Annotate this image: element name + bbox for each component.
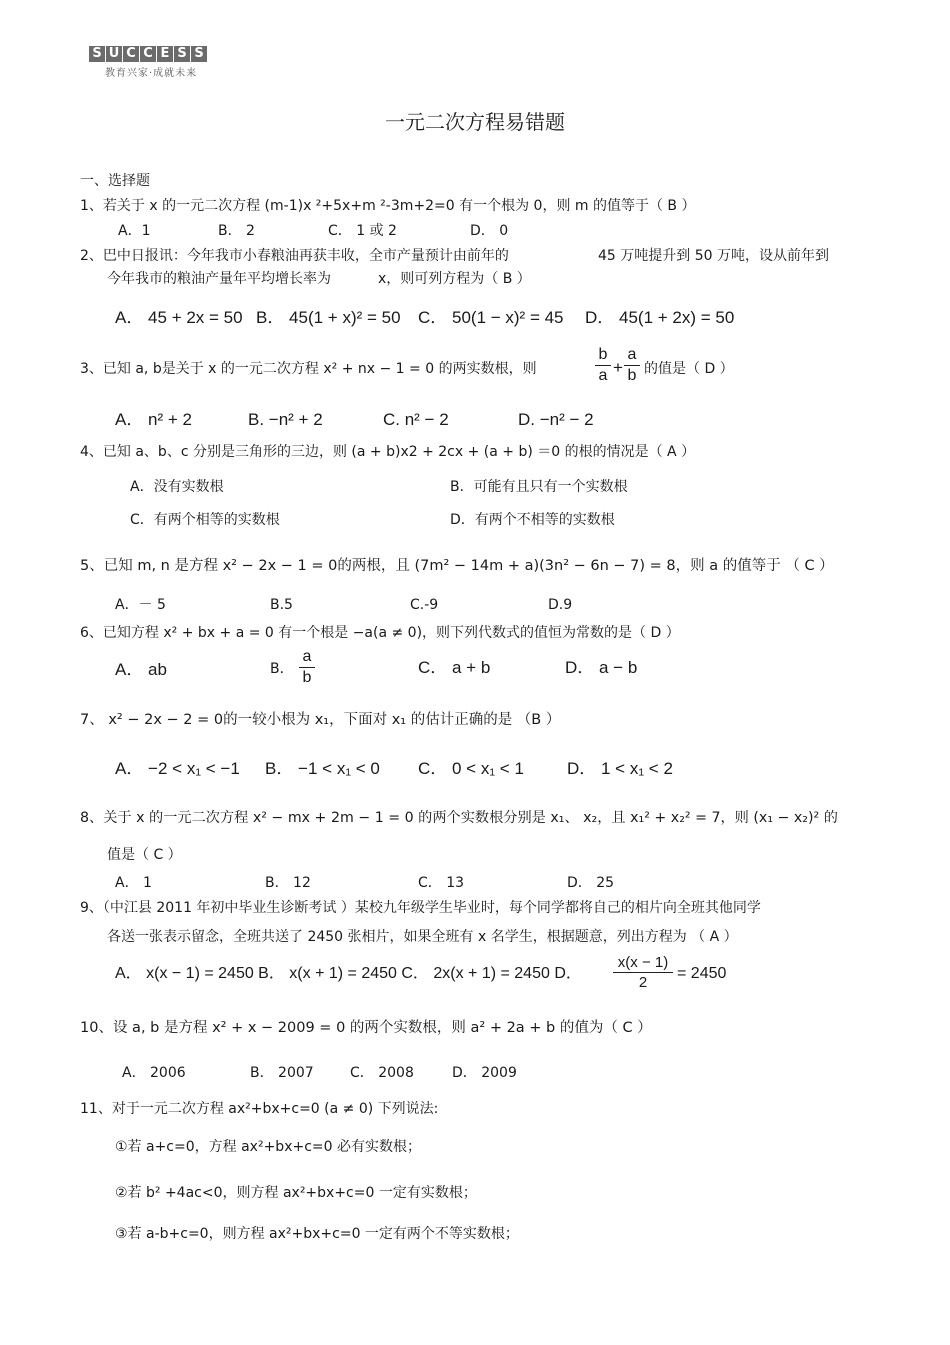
q11-statement-3: ③若 a-b+c=0，则方程 ax²+bx+c=0 一定有两个不等实数根；	[115, 1226, 519, 1242]
logo-letter: S	[89, 46, 105, 62]
q9-frac-num: x(x − 1)	[617, 954, 669, 971]
q3-option-b: B. −n² + 2	[248, 410, 323, 429]
q6-option-b-fraction	[299, 648, 315, 687]
question-11-stem: 11、对于一元二次方程 ax²+bx+c=0 (a ≠ 0) 下列说法:	[80, 1101, 439, 1117]
question-3-stem-a: 3、已知 a, b是关于 x 的一元二次方程 x² + nx − 1 = 0 的两实数根，则	[80, 361, 537, 377]
question-8-stem: 8、关于 x 的一元二次方程 x² − mx + 2m − 1 = 0 的两个实数根分别是 x₁、 x₂，且 x₁² + x₂² = 7，则 (x₁ − x₂)² 的	[80, 810, 838, 826]
q4-option-a: A．没有实数根	[130, 479, 224, 495]
q8-option-b: B． 12	[265, 875, 311, 891]
q3-option-a: A． n² + 2	[115, 410, 193, 429]
q5-option-a: A．－ 5	[115, 597, 166, 613]
q7-option-a: A． −2 < x₁ < −1	[115, 759, 240, 778]
q9-option-d-fraction	[613, 954, 673, 991]
logo-letter: S	[174, 46, 190, 62]
section-heading: 一、选择题	[80, 173, 150, 189]
question-1-stem: 1、若关于 x 的一元二次方程 (m-1)x ²+5x+m ²-3m+2=0 有一个根为 0，则 m 的值等于（ B ）	[80, 198, 696, 214]
q3-frac2-den: b	[627, 367, 637, 384]
logo-letter: C	[140, 46, 156, 62]
q8-option-a: A． 1	[115, 875, 152, 891]
question-2-line2b: x，则可列方程为（ B ）	[378, 271, 531, 287]
q10-option-c: C． 2008	[350, 1065, 414, 1081]
q5-option-c: C.-9	[410, 597, 439, 613]
q3-plus: +	[613, 358, 623, 377]
logo-letter: E	[157, 46, 173, 62]
question-10-stem: 10、设 a, b 是方程 x² + x − 2009 = 0 的两个实数根，则 a² + 2a + b 的值为（ C ）	[80, 1020, 652, 1036]
fraction-bar	[299, 667, 315, 668]
q2-option-d: D． 45(1 + 2x) = 50	[585, 308, 735, 327]
logo-letter: S	[191, 46, 207, 62]
logo-letter: U	[106, 46, 122, 62]
question-2-line1a: 2、巴中日报讯：今年我市小春粮油再获丰收，全市产量预计由前年的	[80, 248, 509, 264]
q9-options-abc: A． x(x − 1) = 2450 B． x(x + 1) = 2450 C． 2x(x + 1) = 2450 D．	[115, 965, 582, 982]
q2-option-a: A． 45 + 2x = 50	[115, 308, 243, 327]
q1-option-b: B． 2	[218, 223, 255, 239]
q2-option-c: C． 50(1 − x)² = 45	[418, 308, 564, 327]
question-9-line2: 各送一张表示留念，全班共送了 2450 张相片，如果全班有 x 名学生，根据题意，列出方程为 （ A ）	[107, 929, 738, 945]
logo-letters	[89, 42, 208, 62]
page-title: 一元二次方程易错题	[385, 110, 565, 134]
fraction-bar	[613, 972, 673, 973]
q7-option-d: D． 1 < x₁ < 2	[567, 759, 673, 778]
q7-option-b: B． −1 < x₁ < 0	[265, 759, 380, 778]
question-6-stem: 6、已知方程 x² + bx + a = 0 有一个根是 −a(a ≠ 0)，则下列代数式的值恒为常数的是（ D ）	[80, 625, 680, 641]
fraction-bar	[595, 365, 611, 366]
q4-option-c: C．有两个相等的实数根	[130, 512, 280, 528]
logo-slogan: 教育兴家·成就未来	[105, 68, 198, 79]
q3-frac2-num: a	[627, 346, 637, 363]
q3-fraction-a-over-b	[624, 346, 640, 385]
q4-option-d: D．有两个不相等的实数根	[450, 512, 615, 528]
fraction-bar	[624, 365, 640, 366]
q1-option-a: A．1	[118, 223, 151, 239]
q6-option-b-label: B．	[270, 661, 294, 677]
q1-option-c: C． 1 或 2	[328, 223, 397, 239]
q3-frac1-num: b	[598, 346, 608, 363]
q5-option-b: B.5	[270, 597, 293, 613]
q10-option-a: A． 2006	[122, 1065, 186, 1081]
q9-option-d-rhs: = 2450	[677, 965, 727, 982]
q2-option-b: B． 45(1 + x)² = 50	[256, 308, 401, 327]
question-7-stem: 7、 x² − 2x − 2 = 0的一较小根为 x₁，下面对 x₁ 的估计正确的是 （B ）	[80, 712, 561, 728]
question-5-stem: 5、已知 m, n 是方程 x² − 2x − 1 = 0的两根，且 (7m² − 14m + a)(3n² − 6n − 7) = 8，则 a 的值等于 （ C ）	[80, 558, 834, 574]
q5-option-d: D.9	[548, 597, 573, 613]
q8-option-c: C． 13	[418, 875, 465, 891]
q11-statement-1: ①若 a+c=0，方程 ax²+bx+c=0 必有实数根；	[115, 1139, 421, 1155]
question-2-line1b: 45 万吨提升到 50 万吨，设从前年到	[598, 248, 829, 264]
question-2-line2a: 今年我市的粮油产量年平均增长率为	[107, 271, 331, 287]
question-3-stem-b: 的值是（ D ）	[644, 361, 734, 377]
logo	[89, 42, 208, 79]
q8-option-d: D． 25	[567, 875, 615, 891]
q10-option-b: B． 2007	[250, 1065, 314, 1081]
question-9-line1: 9、（中江县 2011 年初中毕业生诊断考试 ）某校九年级学生毕业时，每个同学都将自己的相片向全班其他同学	[80, 900, 761, 916]
q3-fraction-b-over-a	[595, 346, 611, 385]
question-8-stem2: 值是（ C ）	[107, 847, 182, 863]
q6-option-d: D． a − b	[565, 658, 638, 677]
q3-option-c: C. n² − 2	[383, 410, 449, 429]
q10-option-d: D． 2009	[452, 1065, 517, 1081]
question-4-stem: 4、已知 a、b、c 分别是三角形的三边，则 (a + b)x2 + 2cx + (a + b) ＝0 的根的情况是（ A ）	[80, 444, 696, 460]
q3-frac1-den: a	[598, 367, 608, 384]
q7-option-c: C． 0 < x₁ < 1	[418, 759, 524, 778]
logo-letter: C	[123, 46, 139, 62]
q6-option-c: C． a + b	[418, 658, 491, 677]
q1-option-d: D． 0	[470, 223, 509, 239]
q9-frac-den: 2	[638, 974, 648, 991]
q4-option-b: B．可能有且只有一个实数根	[450, 479, 628, 495]
q6-optb-den: b	[302, 669, 312, 686]
q6-option-a: A． ab	[115, 660, 167, 679]
q11-statement-2: ②若 b² +4ac<0，则方程 ax²+bx+c=0 一定有实数根；	[115, 1185, 477, 1201]
q6-optb-num: a	[302, 648, 312, 665]
q3-option-d: D. −n² − 2	[518, 410, 594, 429]
